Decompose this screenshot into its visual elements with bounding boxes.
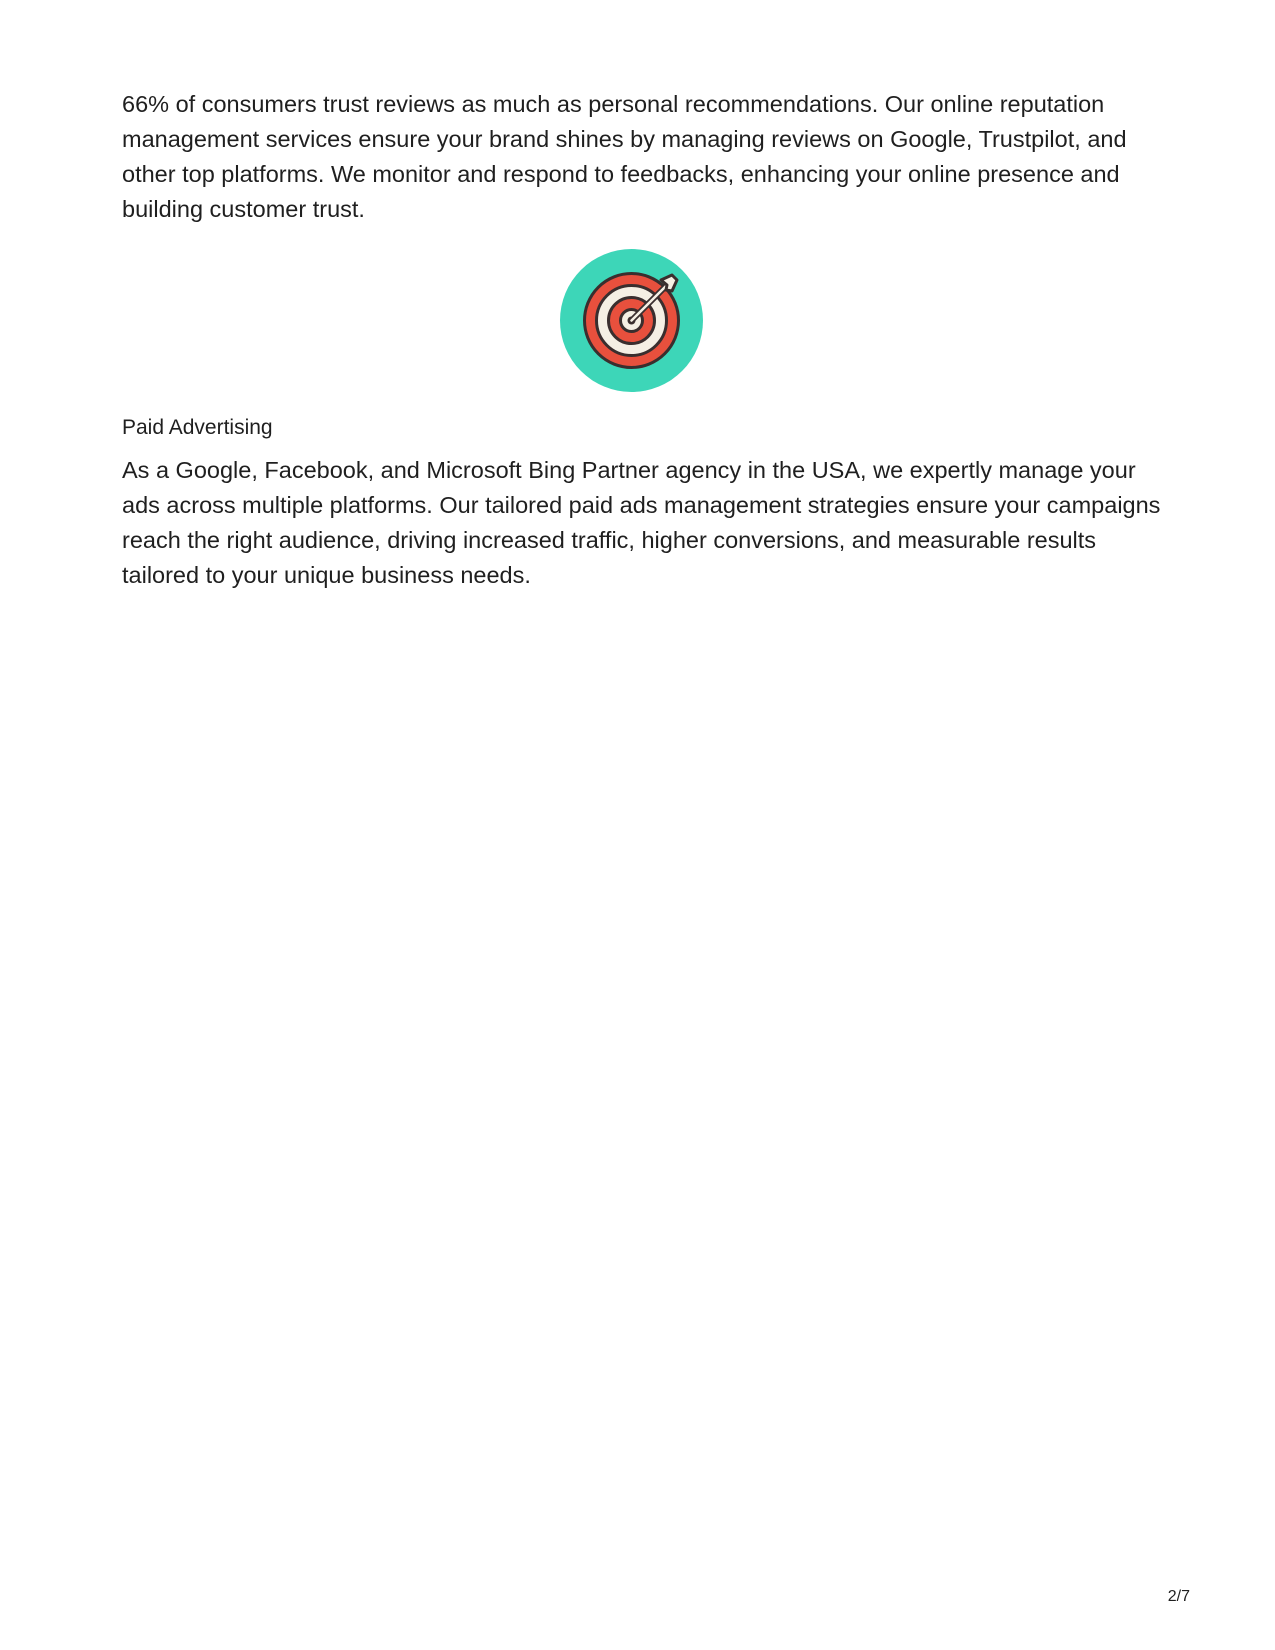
- page-number: 2/7: [1167, 1588, 1190, 1605]
- section-heading-paid-advertising: Paid Advertising: [122, 416, 273, 439]
- target-icon: [560, 249, 703, 392]
- paid-advertising-paragraph: As a Google, Facebook, and Microsoft Bing Partner agency in the USA, we expertly manage your ads across multiple platforms. Our tailored paid ads management strategies ensure your campaigns reach the right audience, driving increased traffic, higher conversions, and measurable results tailored to your unique business needs.: [122, 457, 1161, 588]
- reputation-management-paragraph: 66% of consumers trust reviews as much as personal recommendations. Our online reputation management services ensure your brand shines by managing reviews on Google, Trustpilot, and other top platforms. We monitor and respond to feedbacks, enhancing your online presence and building customer trust.: [122, 91, 1127, 222]
